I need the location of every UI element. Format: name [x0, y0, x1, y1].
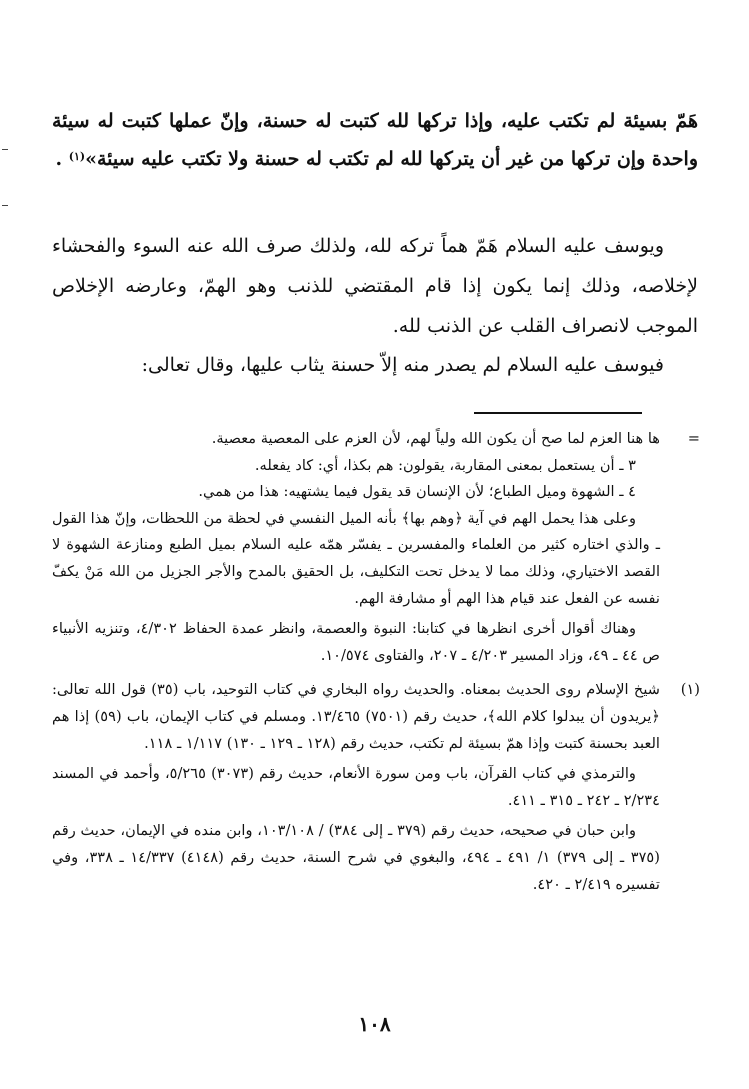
footnote-line: شيخ الإسلام روى الحديث بمعناه. والحديث رواه البخاري في كتاب التوحيد، باب (٣٥) قول الله تعالى: ﴿يريدون أن يبدلوا كلام الله﴾، حديث رقم (٧٥٠١) ١٣/٤٦٥. ومسلم في كتاب الإيمان، باب (٥٩) إذا هم العبد بحسنة كتبت وإذا همّ بسيئة لم تكتب، حديث رقم (١٢٨ ـ ١٢٩ ـ ١٣٠) ١/١١٧ ـ ١١٨.: [52, 681, 660, 752]
footnote-line: ها هنا العزم لما صح أن يكون الله ولياً لهم، لأن العزم على المعصية معصية.: [211, 430, 660, 447]
footnote-line: وابن حبان في صحيحه، حديث رقم (٣٧٩ ـ إلى ٣٨٤) / ١٠٣/١٠٨، وابن منده في الإيمان، حديث رقم (٣٧٥ ـ إلى ٣٧٩) ١/ ٤٩١ ـ ٤٩٤، والبغوي في شرح السنة، حديث رقم (٤١٤٨) ١٤/٣٣٧ ـ ٣٣٨، وفي تفسيره ٢/٤١٩ ـ ٤٢٠.: [52, 822, 660, 893]
margin-tick-mark: [2, 205, 8, 206]
footnote-number: (١): [680, 681, 700, 699]
body-paragraph-3-text: فيوسف عليه السلام لم يصدر منه إلاّ حسنة يثاب عليها، وقال تعالى:: [141, 354, 664, 376]
hadith-quote-paragraph: [52, 102, 698, 178]
footnote-line: ٣ ـ أن يستعمل بمعنى المقاربة، يقولون: هم بكذا، أي: كاد يفعله.: [254, 456, 636, 474]
body-paragraph-2: [52, 226, 698, 346]
footnote-line: ٤ ـ الشهوة وميل الطباع؛ لأن الإنسان قد يقول فيما يشتهيه: هذا من همي.: [198, 483, 636, 501]
hadith-quote-end: .: [55, 148, 63, 170]
margin-tick-mark: [2, 149, 8, 150]
page-number: ١٠٨: [358, 1012, 391, 1036]
footnote-1: [52, 677, 700, 898]
footnote-ref-1: (١): [68, 150, 86, 163]
footnote-continuation: [52, 426, 700, 669]
footnote-line: والترمذي في كتاب القرآن، باب ومن سورة الأنعام، حديث رقم (٣٠٧٣) ٥/٢٦٥، وأحمد في المسند ٢/٢٣٤ ـ ٢٤٢ ـ ٣١٥ ـ ٤١١.: [52, 765, 660, 809]
body-paragraph-3: [52, 346, 698, 384]
footnote-line: وهناك أقوال أخرى انظرها في كتابنا: النبوة والعصمة، وانظر عمدة الحفاظ ٤/٣٠٢، وتنزيه الأنبياء ص ٤٤ ـ ٤٩، وزاد المسير ٤/٢٠٣ ـ ٢٠٧، والفتاوى ١٠/٥٧٤.: [52, 620, 660, 664]
hadith-quote-text: هَمّ بسيئة لم تكتب عليه، وإذا تركها لله كتبت له حسنة، وإنّ عملها كتبت له سيئة واحدة وإن تركها من غير أن يتركها لله لم تكتب له حسنة ولا تكتب عليه سيئة»: [52, 110, 698, 170]
body-paragraph-2-text: ويوسف عليه السلام هَمّ هماً تركه لله، ولذلك صرف الله عنه السوء والفحشاء لإخلاصه، وذلك إنما يكون إذا قام المقتضي للذنب وهو الهمّ، وعارضه الإخلاص الموجب لانصراف القلب عن الذنب لله.: [52, 235, 698, 337]
footnote-line: وعلى هذا يحمل الهم في آية ﴿وهم بها﴾ بأنه الميل النفسي في لحظة من اللحظات، وإنّ هذا القول ـ والذي اختاره كثير من العلماء والمفسرين ـ يفسّر همّه عليه السلام بميل الطبع ومنازعة الشهوة لا القصد الاختياري، وذلك مما لا يدخل تحت التكليف، بل الحقيق بالمدح والأجر الجزيل من الله مَنْ يكفّ نفسه عن الفعل عند قيام هذا الهم أو مشارفة الهم.: [52, 509, 660, 607]
footnote-separator-rule: [474, 412, 642, 414]
footnotes-section: [52, 426, 700, 898]
continuation-marker: =: [687, 430, 700, 447]
